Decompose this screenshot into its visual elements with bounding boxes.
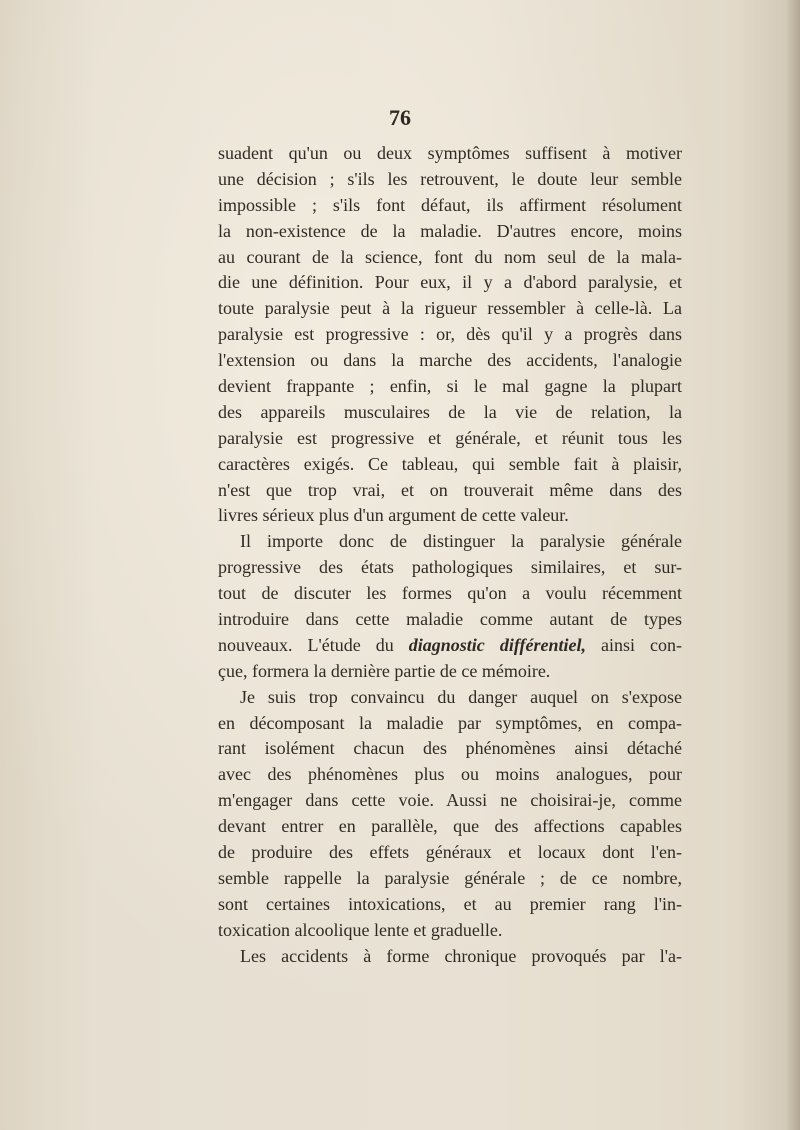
body-text <box>218 141 682 970</box>
text-line: toxication alcoolique lente et graduelle. <box>218 919 503 940</box>
text-line: impossible ; s'ils font défaut, ils affirment résolument <box>218 194 682 215</box>
text-line: une décision ; s'ils les retrouvent, le doute leur semble <box>218 168 682 189</box>
text-run: ainsi con- <box>585 634 682 655</box>
page-number: 76 <box>389 105 411 130</box>
text-line: sont certaines intoxications, et au premier rang l'in- <box>218 893 682 914</box>
text-line-mixed <box>218 633 682 659</box>
text-line: au courant de la science, font du nom seul de la mala- <box>218 246 682 267</box>
text-line: tout de discuter les formes qu'on a voulu récemment <box>218 583 682 604</box>
text-line: livres sérieux plus d'un argument de cette valeur. <box>218 505 569 526</box>
italic-term: diagnostic différentiel, <box>408 634 586 655</box>
text-line: toute paralysie peut à la rigueur ressembler à celle-là. La <box>218 298 682 319</box>
text-run: nouveaux. L'étude du <box>218 634 409 655</box>
page-edge-shadow <box>786 0 800 1130</box>
text-line: caractères exigés. Ce tableau, qui semble fait à plaisir, <box>218 453 682 474</box>
text-line: m'engager dans cette voie. Aussi ne choisirai-je, comme <box>218 790 682 811</box>
text-line: devient frappante ; enfin, si le mal gagne la plupart <box>218 376 682 397</box>
text-line: semble rappelle la paralysie générale ; de ce nombre, <box>218 867 682 888</box>
text-line: en décomposant la maladie par symptômes, en compa- <box>218 712 682 733</box>
text-line: Il importe donc de distinguer la paralysie générale <box>240 531 682 552</box>
text-line: la non-existence de la maladie. D'autres encore, moins <box>218 220 682 241</box>
text-line: çue, formera la dernière partie de ce mémoire. <box>218 660 551 681</box>
text-line: introduire dans cette maladie comme autant de types <box>218 609 682 630</box>
text-line: de produire des effets généraux et locaux dont l'en- <box>218 842 682 863</box>
text-line: l'extension ou dans la marche des accidents, l'analogie <box>218 350 682 371</box>
text-line: Les accidents à forme chronique provoqués par l'a- <box>240 945 682 966</box>
text-line: devant entrer en parallèle, que des affections capables <box>218 816 682 837</box>
text-line: die une définition. Pour eux, il y a d'abord paralysie, et <box>218 272 682 293</box>
text-line: avec des phénomènes plus ou moins analogues, pour <box>218 764 682 785</box>
text-line: suadent qu'un ou deux symptômes suffisent à motiver <box>218 143 682 163</box>
text-line: n'est que trop vrai, et on trouverait même dans des <box>218 479 682 500</box>
text-line: progressive des états pathologiques similaires, et sur- <box>218 557 682 578</box>
text-line: rant isolément chacun des phénomènes ainsi détaché <box>218 738 682 759</box>
text-line: paralysie est progressive : or, dès qu'il y a progrès dans <box>218 324 682 345</box>
text-line: paralysie est progressive et générale, et réunit tous les <box>218 427 682 448</box>
text-line: des appareils musculaires de la vie de relation, la <box>218 401 682 422</box>
text-line: Je suis trop convaincu du danger auquel on s'expose <box>240 686 682 707</box>
